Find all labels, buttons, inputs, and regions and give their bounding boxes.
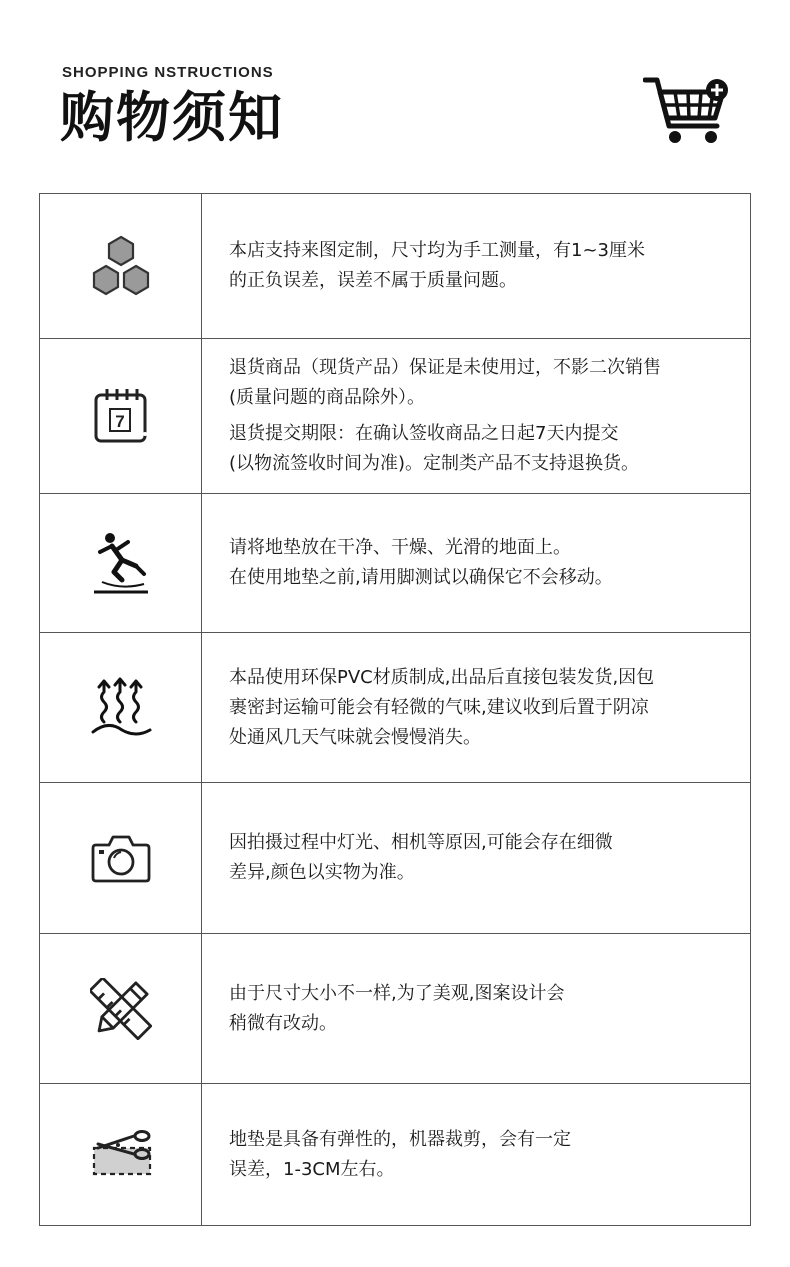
row-text: 请将地垫放在干净、干燥、光滑的地面上。 在使用地垫之前,请用脚测试以确保它不会移动。 xyxy=(229,537,613,588)
camera-icon xyxy=(91,833,151,883)
page-title: 购物须知 xyxy=(60,86,284,149)
instructions-table xyxy=(39,193,751,1226)
row-text: 因拍摄过程中灯光、相机等原因,可能会存在细微 差异,颜色以实物为准。 xyxy=(229,832,613,883)
table-row xyxy=(40,339,750,494)
row-text: 由于尺寸大小不一样,为了美观,图案设计会 稍微有改动。 xyxy=(229,982,565,1034)
header-subtitle: SHOPPING NSTRUCTIONS xyxy=(62,64,274,81)
shopping-cart-plus-icon xyxy=(643,76,731,146)
scissors-cut-icon xyxy=(88,1130,154,1180)
row-text: 地垫是具备有弹性的，机器裁剪，会有一定 误差，1-3CM左右。 xyxy=(229,1128,571,1180)
row-text: 本店支持来图定制，尺寸均为手工测量，有1~3厘米 的正负误差，误差不属于质量问题。 xyxy=(229,240,645,291)
calendar-day-number: 7 xyxy=(114,412,125,431)
row-text: 退货商品（现货产品）保证是未使用过，不影二次销售 (质量问题的商品除外）。 xyxy=(229,357,661,408)
row-text: 退货提交期限：在确认签收商品之日起7天内提交 (以物流签收时间为准)。定制类产品不支持退换货。 xyxy=(229,423,640,474)
table-row xyxy=(40,194,750,339)
table-row xyxy=(40,783,750,934)
table-row xyxy=(40,934,750,1084)
table-row xyxy=(40,1084,750,1225)
slippery-floor-icon xyxy=(92,530,150,596)
hexagon-cluster-icon xyxy=(88,235,154,297)
row-text: 本品使用环保PVC材质制成,出品后直接包装发货,因包 裹密封运输可能会有轻微的气味,建议收到后置于阴凉 处通风几天气味就会慢慢消失。 xyxy=(229,666,655,748)
calendar-7-icon xyxy=(93,387,149,445)
pencil-ruler-icon xyxy=(90,978,152,1040)
odor-vapor-icon xyxy=(90,676,152,740)
table-row xyxy=(40,633,750,783)
table-row xyxy=(40,494,750,633)
